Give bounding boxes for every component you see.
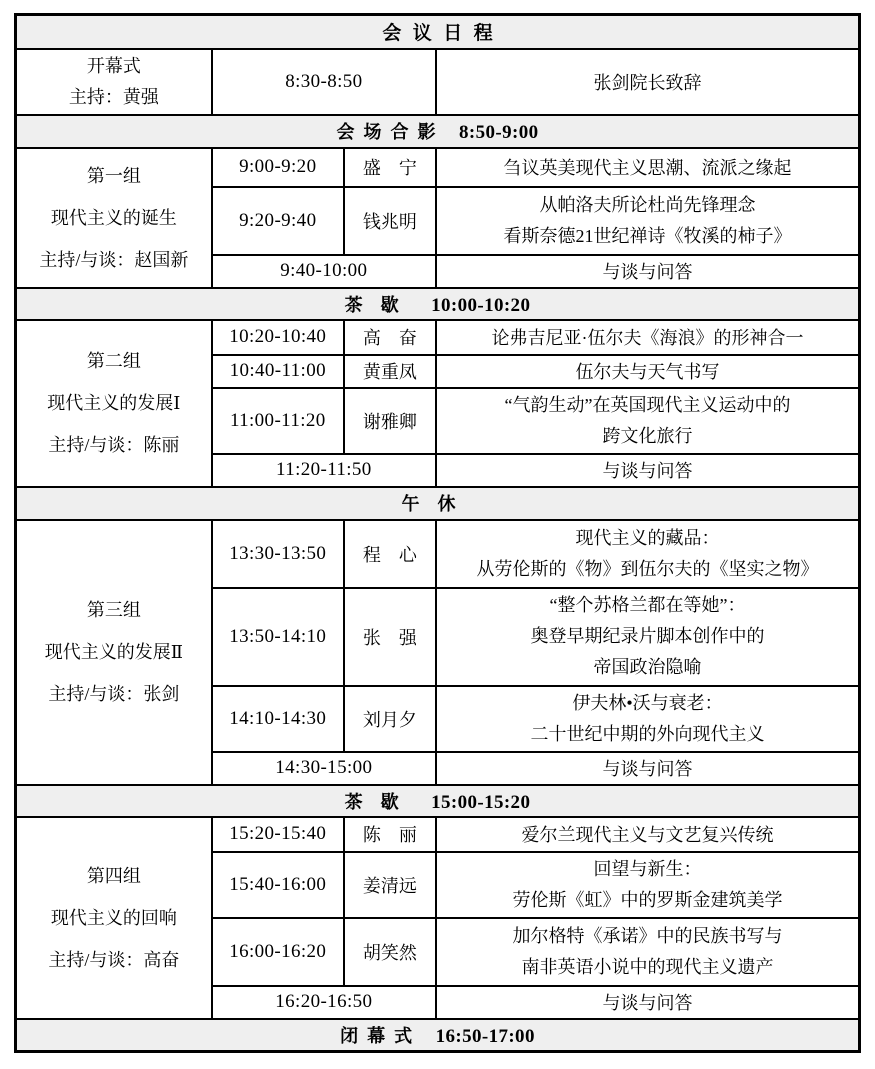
- discussion-label: 与谈与问答: [436, 255, 860, 288]
- talk-time: 10:20-10:40: [212, 320, 344, 355]
- talk-title-line: 南非英语小说中的现代主义遗产: [521, 956, 774, 977]
- group1-label-cell: [16, 148, 212, 288]
- talk-time: 15:40-16:00: [212, 852, 344, 918]
- talk-title: [436, 355, 860, 388]
- talk-speaker: 刘月夕: [344, 686, 436, 752]
- talk-speaker: 陈 丽: [344, 817, 436, 852]
- group-number: 第一组: [86, 165, 141, 186]
- opening-host: 主持：黄强: [68, 86, 159, 107]
- talk-title-line: 从劳伦斯的《物》到伍尔夫的《坚实之物》: [476, 558, 819, 579]
- group-number: 第二组: [86, 351, 141, 371]
- table-row-title: [16, 15, 860, 49]
- talk-title-line: 现代主义的藏品：: [575, 527, 720, 548]
- banner-closing-cell: [16, 1019, 860, 1052]
- talk-title: [436, 852, 860, 918]
- banner-closing-time: 16:50-17:00: [435, 1025, 535, 1047]
- banner-tea1-time: 10:00-10:20: [431, 294, 531, 316]
- talk-title-line: 二十世纪中期的外向现代主义: [530, 723, 765, 744]
- talk-time: 9:00-9:20: [212, 148, 344, 187]
- talk-time: 14:10-14:30: [212, 686, 344, 752]
- group-host: 主持/与谈：高奋: [48, 949, 180, 970]
- talk-title-line: 从帕洛夫所论杜尚先锋理念: [539, 194, 756, 215]
- talk-speaker: 盛 宁: [344, 148, 436, 187]
- group-theme: 现代主义的诞生: [50, 207, 177, 228]
- banner-lunch-cell: [16, 487, 860, 520]
- group-theme: 现代主义的发展Ⅱ: [44, 642, 183, 662]
- talk-title-line: 跨文化旅行: [602, 425, 693, 446]
- discussion-time: 16:20-16:50: [212, 986, 436, 1019]
- banner-tea2-cell: [16, 785, 860, 817]
- banner-lunch-label: 午休: [401, 494, 474, 514]
- talk-title-line: 帝国政治隐喻: [593, 657, 702, 677]
- table-row-banner-tea1: [16, 288, 860, 320]
- talk-speaker: 谢雅卿: [344, 388, 436, 454]
- talk-title-line: 刍议英美现代主义思潮、流派之缘起: [503, 158, 792, 178]
- talk-title-line: 看斯奈德21世纪禅诗《牧溪的柿子》: [503, 225, 792, 246]
- talk-time: 16:00-16:20: [212, 918, 344, 986]
- talk-title-line: 爱尔兰现代主义与文艺复兴传统: [521, 825, 774, 845]
- discussion-label: 与谈与问答: [436, 454, 860, 487]
- table-row-banner-tea2: [16, 785, 860, 817]
- table-row-banner-photo: [16, 115, 860, 148]
- table-row-opening: [16, 49, 860, 115]
- talk-title-line: 伍尔夫与天气书写: [575, 362, 720, 382]
- discussion-label: 与谈与问答: [436, 986, 860, 1019]
- schedule-title-cell: [16, 15, 860, 49]
- talk-time: 10:40-11:00: [212, 355, 344, 388]
- talk-speaker: 钱兆明: [344, 187, 436, 255]
- talk-title-line: 伊夫林•沃与衰老：: [572, 692, 723, 713]
- talk-title: [436, 148, 860, 187]
- table-row-talk: [16, 320, 860, 355]
- group4-label-cell: [16, 817, 212, 1019]
- talk-speaker: 姜清远: [344, 852, 436, 918]
- talk-speaker: 胡笑然: [344, 918, 436, 986]
- table-row-banner-closing: [16, 1019, 860, 1052]
- talk-time: 9:20-9:40: [212, 187, 344, 255]
- talk-speaker: 高 奋: [344, 320, 436, 355]
- table-row-banner-lunch: [16, 487, 860, 520]
- talk-time: 11:00-11:20: [212, 388, 344, 454]
- opening-label-cell: [16, 49, 212, 115]
- schedule-title: 会议日程: [382, 23, 504, 45]
- group-host: 主持/与谈：赵国新: [39, 249, 189, 270]
- talk-title: [436, 588, 860, 686]
- conference-schedule-table: [14, 13, 861, 1053]
- talk-time: 13:30-13:50: [212, 520, 344, 588]
- talk-title: [436, 388, 860, 454]
- group-host: 主持/与谈：陈丽: [48, 435, 180, 455]
- group-theme: 现代主义的回响: [50, 907, 177, 928]
- table-row-talk: [16, 817, 860, 852]
- banner-tea2-label: 茶歇: [344, 791, 417, 812]
- table-row-talk: [16, 148, 860, 187]
- banner-closing-label: 闭幕式: [340, 1025, 422, 1046]
- talk-title-line: 论弗吉尼亚·伍尔夫《海浪》的形神合一: [491, 328, 804, 348]
- banner-tea1-cell: [16, 288, 860, 320]
- opening-time: 8:30-8:50: [212, 49, 436, 115]
- talk-title-line: 劳伦斯《虹》中的罗斯金建筑美学: [512, 889, 783, 910]
- talk-title: [436, 686, 860, 752]
- talk-title-line: 加尔格特《承诺》中的民族书写与: [512, 925, 783, 946]
- talk-title: [436, 187, 860, 255]
- banner-tea2-time: 15:00-15:20: [431, 791, 531, 813]
- banner-tea1-label: 茶歇: [344, 294, 417, 315]
- talk-speaker: 程 心: [344, 520, 436, 588]
- talk-speaker: 张 强: [344, 588, 436, 686]
- talk-title-line: 回望与新生：: [593, 858, 702, 879]
- table-row-talk: [16, 520, 860, 588]
- group-number: 第四组: [86, 865, 141, 886]
- talk-title-line: 奥登早期纪录片脚本创作中的: [530, 626, 765, 646]
- opening-content: 张剑院长致辞: [436, 49, 860, 115]
- discussion-time: 9:40-10:00: [212, 255, 436, 288]
- banner-photo-cell: [16, 115, 860, 148]
- banner-photo-label: 会场合影: [336, 122, 445, 142]
- talk-title: [436, 918, 860, 986]
- discussion-time: 14:30-15:00: [212, 752, 436, 785]
- discussion-label: 与谈与问答: [436, 752, 860, 785]
- group-number: 第三组: [86, 600, 141, 620]
- banner-photo-time: 8:50-9:00: [459, 122, 539, 143]
- talk-title: [436, 817, 860, 852]
- group3-label-cell: [16, 520, 212, 785]
- group-host: 主持/与谈：张剑: [48, 684, 180, 704]
- discussion-time: 11:20-11:50: [212, 454, 436, 487]
- talk-time: 13:50-14:10: [212, 588, 344, 686]
- talk-title: [436, 520, 860, 588]
- talk-time: 15:20-15:40: [212, 817, 344, 852]
- opening-name: 开幕式: [86, 55, 141, 76]
- talk-title-line: “整个苏格兰都在等她”：: [549, 595, 746, 615]
- talk-speaker: 黄重凤: [344, 355, 436, 388]
- group2-label-cell: [16, 320, 212, 487]
- group-theme: 现代主义的发展Ⅰ: [47, 393, 181, 413]
- talk-title-line: “气韵生动”在英国现代主义运动中的: [504, 394, 791, 415]
- talk-title: [436, 320, 860, 355]
